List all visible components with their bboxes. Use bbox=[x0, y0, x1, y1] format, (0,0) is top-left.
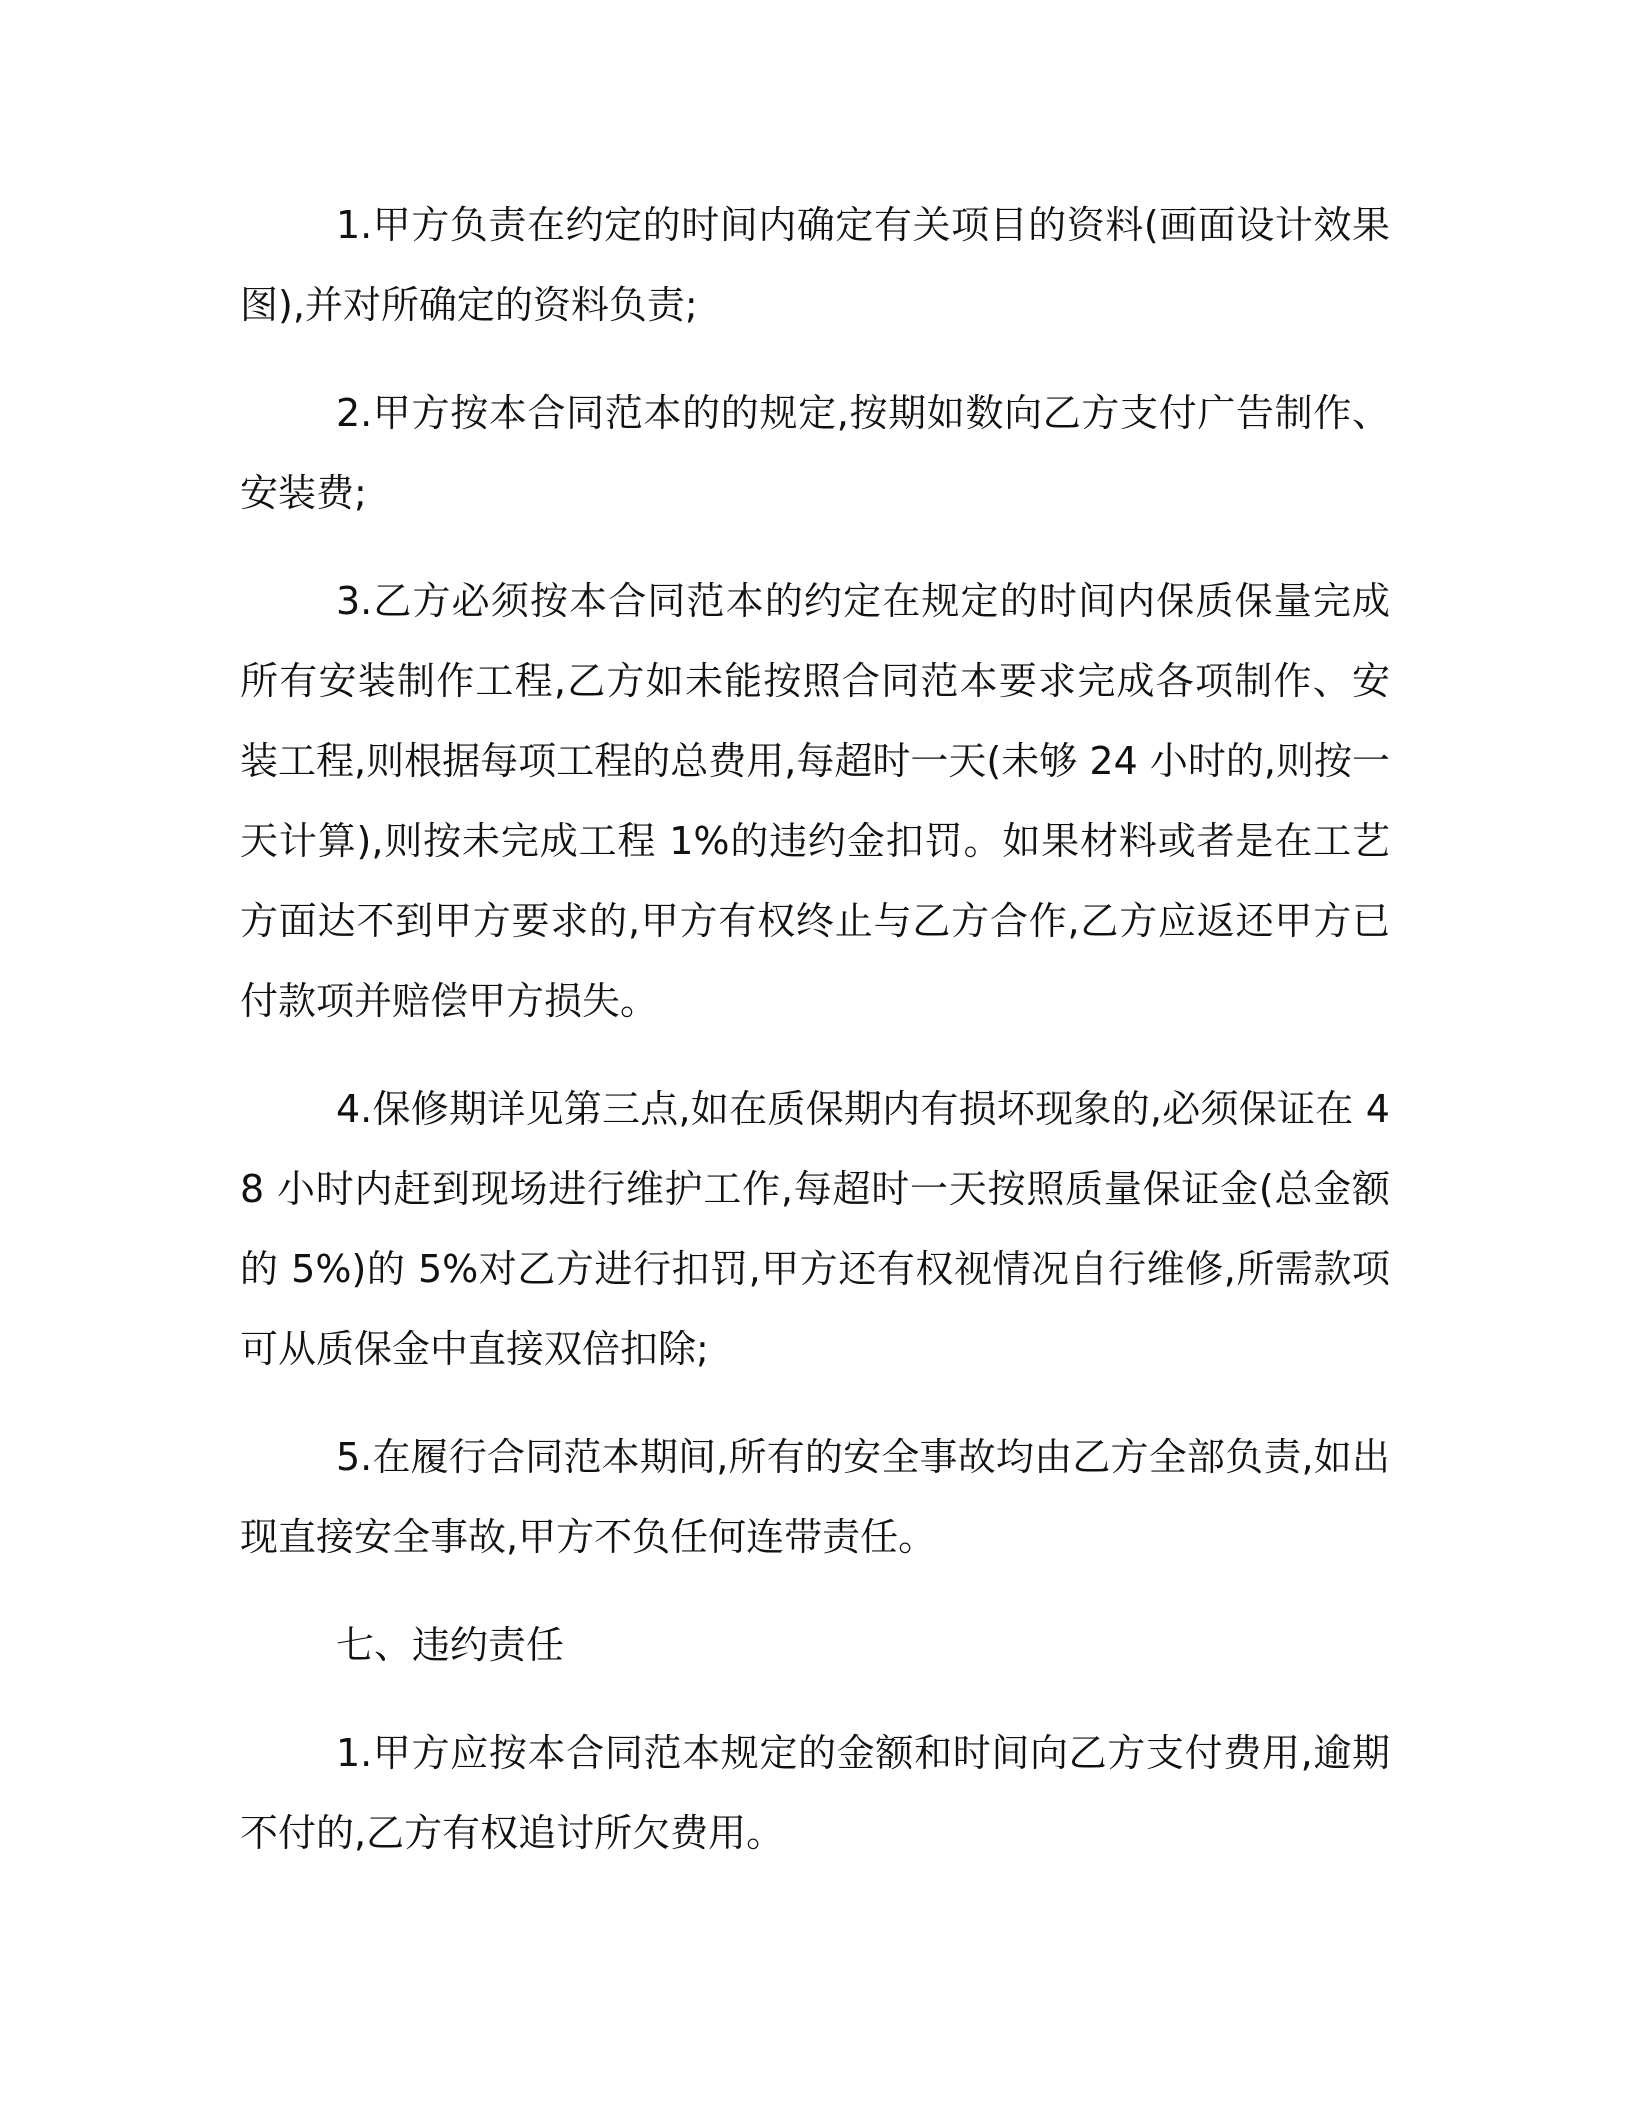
clause-paragraph-3: 3.乙方必须按本合同范本的约定在规定的时间内保质保量完成所有安装制作工程,乙方如未能按照合同范本要求完成各项制作、安装工程,则根据每项工程的总费用,每超时一天(未够 24 小时的,则按一天计算),则按未完成工程 1%的违约金扣罚。如果材料或者是在工艺方面达不到甲方要求的,甲方有权终止与乙方合作,乙方应返还甲方已付款项并赔偿甲方损失。 bbox=[240, 579, 1390, 1023]
section-heading-breach-liability: 七、违约责任 bbox=[336, 1623, 565, 1667]
document-body bbox=[240, 185, 1390, 1901]
clause-paragraph-2: 2.甲方按本合同范本的的规定,按期如数向乙方支付广告制作、安装费; bbox=[240, 391, 1390, 515]
breach-clause-paragraph-1: 1.甲方应按本合同范本规定的金额和时间向乙方支付费用,逾期不付的,乙方有权追讨所欠费用。 bbox=[240, 1731, 1390, 1855]
clause-paragraph-5: 5.在履行合同范本期间,所有的安全事故均由乙方全部负责,如出现直接安全事故,甲方不负任何连带责任。 bbox=[240, 1435, 1390, 1559]
clause-paragraph-4: 4.保修期详见第三点,如在质保期内有损坏现象的,必须保证在 48 小时内赶到现场进行维护工作,每超时一天按照质量保证金(总金额的 5%)的 5%对乙方进行扣罚,甲方还有权视情况自行维修,所需款项可从质保金中直接双倍扣除; bbox=[240, 1087, 1390, 1371]
clause-paragraph-1: 1.甲方负责在约定的时间内确定有关项目的资料(画面设计效果图),并对所确定的资料负责; bbox=[240, 203, 1390, 327]
